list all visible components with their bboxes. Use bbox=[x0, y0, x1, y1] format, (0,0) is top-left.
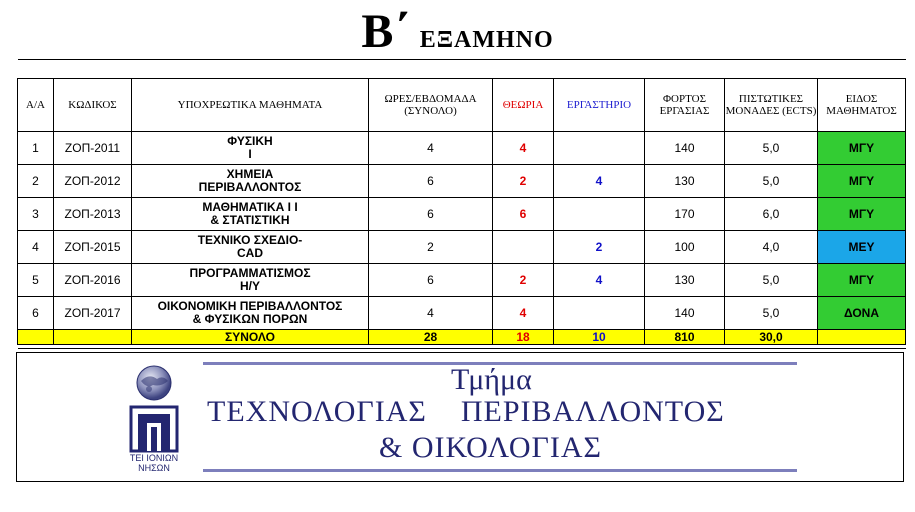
cell-course bbox=[132, 198, 369, 231]
banner-line-2: ΤΕΧΝΟΛΟΓΙΑΣ ΠΕΡΙΒΑΛΛΟΝΤΟΣ bbox=[207, 395, 725, 428]
header-ects: ΠΙΣΤΩΤΙΚΕΣ ΜΟΝΑΔΕΣ (ECTS) bbox=[725, 79, 818, 132]
courses-table bbox=[17, 78, 906, 345]
cell-type: ΜΓΥ bbox=[818, 198, 906, 231]
course-line-1: ΤΕΧΝΙΚΟ ΣΧΕΔΙΟ- bbox=[197, 233, 303, 247]
cell-course bbox=[132, 264, 369, 297]
cell-workload: 130 bbox=[645, 165, 725, 198]
cell-aa: 1 bbox=[18, 132, 54, 165]
total-label: ΣΥΝΟΛΟ bbox=[132, 330, 369, 345]
cell-aa: 5 bbox=[18, 264, 54, 297]
total-ects: 30,0 bbox=[725, 330, 818, 345]
cell-lab: 4 bbox=[554, 264, 645, 297]
cell-course bbox=[132, 231, 369, 264]
total-cell-empty bbox=[818, 330, 906, 345]
cell-theory: 4 bbox=[493, 132, 554, 165]
cell-hours: 2 bbox=[369, 231, 493, 264]
table-row bbox=[18, 132, 906, 165]
banner-line-3: & ΟΙΚΟΛΟΓΙΑΣ bbox=[379, 431, 602, 464]
cell-ects: 6,0 bbox=[725, 198, 818, 231]
cell-theory: 4 bbox=[493, 297, 554, 330]
course-line-1: ΜΑΘΗΜΑΤΙΚΑ Ι Ι bbox=[202, 200, 298, 214]
semester-word: ΕΞΑΜΗΝΟ bbox=[419, 27, 554, 53]
divider-top bbox=[18, 59, 906, 60]
cell-aa: 4 bbox=[18, 231, 54, 264]
total-hours: 28 bbox=[369, 330, 493, 345]
institution-logo bbox=[123, 359, 185, 477]
course-line-2: Ι bbox=[248, 147, 252, 161]
cell-hours: 6 bbox=[369, 264, 493, 297]
cell-type: ΜΕΥ bbox=[818, 231, 906, 264]
cell-lab bbox=[554, 198, 645, 231]
cell-aa: 6 bbox=[18, 297, 54, 330]
semester-letter: Β΄ bbox=[361, 5, 410, 58]
cell-type: ΜΓΥ bbox=[818, 165, 906, 198]
cell-theory: 2 bbox=[493, 264, 554, 297]
cell-hours: 4 bbox=[369, 132, 493, 165]
semester-title bbox=[0, 4, 915, 59]
cell-code: ΖΟΠ-2015 bbox=[54, 231, 132, 264]
table-row bbox=[18, 165, 906, 198]
cell-code: ΖΟΠ-2017 bbox=[54, 297, 132, 330]
cell-theory: 2 bbox=[493, 165, 554, 198]
course-line-2: & ΣΤΑΤΙΣΤΙΚΗ bbox=[210, 213, 290, 227]
header-hours: ΩΡΕΣ/ΕΒΔΟΜΑΔΑ (ΣΥΝΟΛΟ) bbox=[369, 79, 493, 132]
course-line-1: ΠΡΟΓΡΑΜΜΑΤΙΣΜΟΣ bbox=[189, 266, 311, 280]
cell-course bbox=[132, 297, 369, 330]
header-lab: ΕΡΓΑΣΤΗΡΙΟ bbox=[554, 79, 645, 132]
total-row bbox=[18, 330, 906, 345]
cell-theory: 6 bbox=[493, 198, 554, 231]
divider-bottom bbox=[18, 348, 906, 349]
cell-aa: 2 bbox=[18, 165, 54, 198]
cell-lab: 2 bbox=[554, 231, 645, 264]
course-line-2: ΠΕΡΙΒΑΛΛΟΝΤΟΣ bbox=[198, 180, 302, 194]
banner-line-1: Τμήμα bbox=[451, 363, 532, 396]
cell-lab bbox=[554, 297, 645, 330]
course-line-2: & ΦΥΣΙΚΩΝ ΠΟΡΩΝ bbox=[192, 312, 308, 326]
cell-code: ΖΟΠ-2016 bbox=[54, 264, 132, 297]
cell-hours: 6 bbox=[369, 198, 493, 231]
cell-type: ΜΓΥ bbox=[818, 264, 906, 297]
cell-theory bbox=[493, 231, 554, 264]
cell-hours: 6 bbox=[369, 165, 493, 198]
logo-text-line-1: ΤΕΙ ΙΟΝΙΩΝ bbox=[129, 453, 179, 463]
cell-ects: 5,0 bbox=[725, 297, 818, 330]
cell-hours: 4 bbox=[369, 297, 493, 330]
cell-workload: 130 bbox=[645, 264, 725, 297]
cell-type: ΔΟΝΑ bbox=[818, 297, 906, 330]
cell-ects: 4,0 bbox=[725, 231, 818, 264]
header-aa: Α/Α bbox=[18, 79, 54, 132]
cell-lab bbox=[554, 132, 645, 165]
cell-course bbox=[132, 165, 369, 198]
total-cell-empty bbox=[54, 330, 132, 345]
cell-code: ΖΟΠ-2012 bbox=[54, 165, 132, 198]
cell-workload: 140 bbox=[645, 132, 725, 165]
cell-course bbox=[132, 132, 369, 165]
total-theory: 18 bbox=[493, 330, 554, 345]
total-cell-empty bbox=[18, 330, 54, 345]
banner-line bbox=[203, 469, 797, 472]
cell-ects: 5,0 bbox=[725, 165, 818, 198]
header-code: ΚΩΔΙΚΟΣ bbox=[54, 79, 132, 132]
course-line-1: ΦΥΣΙΚΗ bbox=[227, 134, 273, 148]
table-row bbox=[18, 231, 906, 264]
total-workload: 810 bbox=[645, 330, 725, 345]
header-theory: ΘΕΩΡΙΑ bbox=[493, 79, 554, 132]
table-row bbox=[18, 297, 906, 330]
table-header-row bbox=[18, 79, 906, 132]
table-row bbox=[18, 264, 906, 297]
cell-ects: 5,0 bbox=[725, 132, 818, 165]
cell-aa: 3 bbox=[18, 198, 54, 231]
cell-workload: 140 bbox=[645, 297, 725, 330]
table-row bbox=[18, 198, 906, 231]
header-course: ΥΠΟΧΡΕΩΤΙΚΑ ΜΑΘΗΜΑΤΑ bbox=[132, 79, 369, 132]
cell-lab: 4 bbox=[554, 165, 645, 198]
header-type: ΕΙΔΟΣ ΜΑΘΗΜΑΤΟΣ bbox=[818, 79, 906, 132]
total-lab: 10 bbox=[554, 330, 645, 345]
cell-workload: 100 bbox=[645, 231, 725, 264]
cell-workload: 170 bbox=[645, 198, 725, 231]
cell-type: ΜΓΥ bbox=[818, 132, 906, 165]
header-workload: ΦΟΡΤΟΣ ΕΡΓΑΣΙΑΣ bbox=[645, 79, 725, 132]
course-line-1: ΟΙΚΟΝΟΜΙΚΗ ΠΕΡΙΒΑΛΛΟΝΤΟΣ bbox=[157, 299, 343, 313]
course-line-2: CAD bbox=[237, 246, 263, 260]
department-banner bbox=[16, 352, 904, 482]
cell-ects: 5,0 bbox=[725, 264, 818, 297]
cell-code: ΖΟΠ-2013 bbox=[54, 198, 132, 231]
course-line-2: Η/Υ bbox=[239, 279, 260, 293]
course-line-1: ΧΗΜΕΙΑ bbox=[226, 167, 274, 181]
cell-code: ΖΟΠ-2011 bbox=[54, 132, 132, 165]
logo-text-line-2: ΝΗΣΩΝ bbox=[138, 463, 170, 473]
